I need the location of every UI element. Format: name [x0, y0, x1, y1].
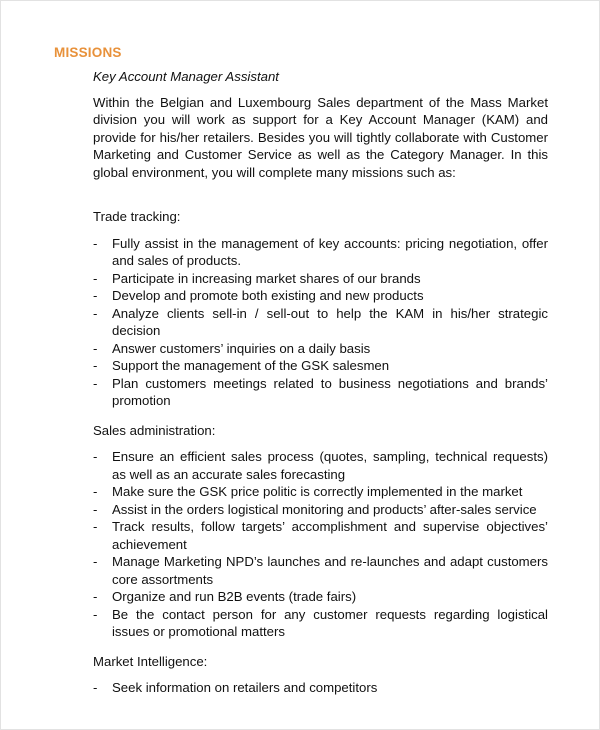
- dash-bullet: -: [93, 449, 98, 464]
- list-item: [93, 588, 548, 606]
- list-item: [93, 287, 548, 305]
- dash-bullet: -: [93, 305, 98, 321]
- list-item: [93, 679, 548, 697]
- trade-tracking-list: [93, 235, 548, 410]
- list-item: [93, 357, 548, 375]
- market-intelligence-list: [93, 679, 548, 697]
- list-item: [93, 270, 548, 288]
- list-item-text: Assist in the orders logistical monitoring and products’ after-sales service: [112, 501, 537, 517]
- list-item: [93, 553, 548, 588]
- list-item-text: Support the management of the GSK salesmen: [112, 358, 390, 373]
- dash-bullet: -: [93, 484, 98, 499]
- dash-bullet: -: [93, 554, 98, 569]
- section-heading: MISSIONS: [54, 45, 122, 60]
- list-item-text: Be the contact person for any customer requests regarding logistical issues or promotional matters: [112, 606, 548, 639]
- list-item-text: Make sure the GSK price politic is correctly implemented in the market: [112, 484, 523, 499]
- dash-bullet: -: [93, 519, 98, 534]
- sales-administration-list: [93, 448, 548, 641]
- list-item-text: Fully assist in the management of key accounts: pricing negotiation, offer and sales of products.: [112, 235, 548, 268]
- list-item: [93, 235, 548, 270]
- job-title: Key Account Manager Assistant: [93, 69, 279, 84]
- list-item-text: Participate in increasing market shares of our brands: [112, 270, 421, 286]
- dash-bullet: -: [93, 358, 98, 373]
- dash-bullet: -: [93, 340, 98, 356]
- intro-paragraph: Within the Belgian and Luxembourg Sales department of the Mass Market division you will work as support for a Key Account Manager (KAM) and provide for his/her retailers. Besides you will tightly collaborate with Customer Marketing and Customer Service as well as the Category Manager. In this global environment, you will complete many missions such as:: [93, 94, 548, 180]
- list-item-text: Manage Marketing NPD’s launches and re-launches and adapt customers core assortments: [112, 554, 548, 587]
- list-item-text: Answer customers’ inquiries on a daily basis: [112, 340, 371, 356]
- market-intelligence-heading: Market Intelligence:: [93, 653, 208, 669]
- dash-bullet: -: [93, 288, 98, 303]
- dash-bullet: -: [93, 270, 98, 286]
- dash-bullet: -: [93, 235, 98, 251]
- sales-administration-heading: Sales administration:: [93, 422, 216, 438]
- list-item-text: Analyze clients sell-in / sell-out to help the KAM in his/her strategic decision: [112, 305, 548, 338]
- dash-bullet: -: [93, 680, 98, 695]
- list-item: [93, 305, 548, 340]
- dash-bullet: -: [93, 589, 98, 604]
- list-item: [93, 448, 548, 483]
- dash-bullet: -: [93, 606, 98, 622]
- dash-bullet: -: [93, 501, 98, 517]
- list-item-text: Develop and promote both existing and new products: [112, 288, 424, 303]
- list-item-text: Ensure an efficient sales process (quotes, sampling, technical requests) as well as an accurate sales forecasting: [112, 449, 548, 482]
- list-item: [93, 501, 548, 519]
- list-item: [93, 518, 548, 553]
- list-item-text: Plan customers meetings related to business negotiations and brands’ promotion: [112, 375, 548, 408]
- list-item: [93, 483, 548, 501]
- list-item-text: Organize and run B2B events (trade fairs): [112, 589, 357, 604]
- trade-tracking-heading: Trade tracking:: [93, 209, 181, 224]
- list-item: [93, 606, 548, 641]
- list-item-text: Seek information on retailers and competitors: [112, 680, 378, 695]
- document-body: [93, 68, 548, 697]
- list-item: [93, 375, 548, 410]
- dash-bullet: -: [93, 375, 98, 391]
- list-item: [93, 340, 548, 358]
- list-item-text: Track results, follow targets’ accomplishment and supervise objectives’ achievement: [112, 519, 548, 552]
